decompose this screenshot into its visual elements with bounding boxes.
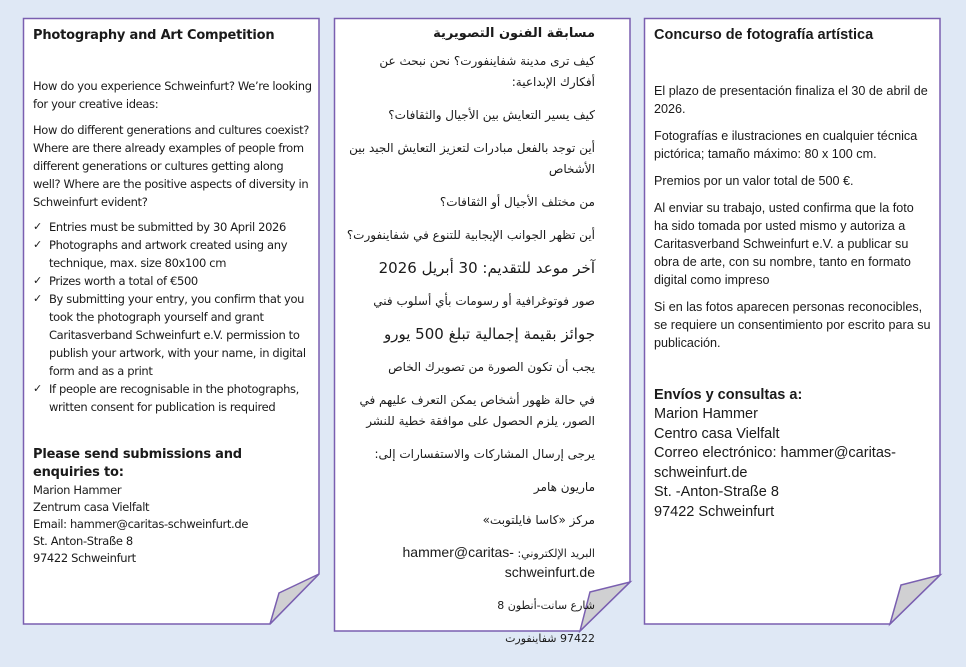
- text-line: في حالة ظهور أشخاص يمكن التعرف عليهم في الصور، يلزم الحصول على موافقة خطية للنشر: [359, 393, 595, 428]
- contact-center: Zentrum casa Vielfalt: [33, 500, 150, 514]
- contact-name: ماريون هامر: [533, 480, 595, 494]
- contact-city: 97422 Schweinfurt: [654, 503, 775, 520]
- contact-city: 97422 Schweinfurt: [33, 551, 136, 565]
- prize-text: Premios por un valor total de 500 €.: [654, 174, 854, 188]
- consent-text: Al enviar su trabajo, usted confirma que la foto ha sido tomada por usted mismo y autoriza a Caritasverband Schweinfurt e.V. a publicar su obra de arte, con su nombre, tanto en formato digital como impreso: [654, 201, 914, 287]
- contact-email: Email: hammer@caritas-schweinfurt.de: [33, 517, 249, 531]
- contact-city: 97422 شفاينفورت: [505, 632, 595, 645]
- email-address: hammer@caritas-schweinfurt.de: [402, 544, 595, 580]
- checkmark-icon: ✓: [33, 220, 42, 233]
- checkmark-icon: ✓: [33, 238, 42, 251]
- intro-text: كيف ترى مدينة شفاينفورت؟ نحن نبحث عن أفكارك الإبداعية:: [379, 54, 595, 89]
- contact-email: [346, 543, 595, 583]
- send-heading: يرجى إرسال المشاركات والاستفسارات إلى:: [374, 447, 595, 461]
- contact-center: مركز «كاسا فايلتوبت»: [482, 513, 595, 527]
- checkmark-icon: ✓: [33, 382, 42, 395]
- checkmark-icon: ✓: [33, 274, 42, 287]
- panel-title: مسابقة الفنون التصويرية: [433, 26, 595, 41]
- contact-street: St. -Anton-Straße 8: [654, 484, 779, 500]
- arabic-flyer-panel: [334, 18, 631, 645]
- contact-street: شارع سانت-أنطون 8: [497, 599, 595, 612]
- text-line: يجب أن تكون الصورة من تصويرك الخاص: [388, 360, 595, 374]
- contact-address: [654, 405, 931, 522]
- intro-text: How do you experience Schweinfurt? We’re looking for your creative ideas:: [33, 79, 312, 111]
- checkmark-icon: ✓: [33, 292, 42, 305]
- send-heading: Please send submissions and enquiries to:: [33, 447, 242, 480]
- spanish-flyer-panel: [644, 18, 941, 625]
- list-item: ✓ If people are recognisable in the photographs, written consent for publication is required: [33, 382, 299, 414]
- contact-name: Marion Hammer: [33, 483, 122, 497]
- prize-line: جوائز بقيمة إجمالية تبلغ 500 يورو: [383, 325, 595, 343]
- english-flyer-panel: [23, 18, 320, 625]
- text-line: كيف يسير التعايش بين الأجيال والثقافات؟: [388, 108, 595, 122]
- list-item: ✓ Photographs and artwork created using any technique, max. size 80x100 cm: [33, 238, 288, 270]
- contact-email: Correo electrónico: hammer@caritas-schweinfurt.de: [654, 445, 896, 481]
- send-heading: Envíos y consultas a:: [654, 387, 803, 403]
- panel-title: Photography and Art Competition: [33, 28, 275, 43]
- text-line: أين توجد بالفعل مبادرات لتعزيز التعايش الجيد بين الأشخاص: [349, 141, 595, 176]
- bullet-list: [33, 218, 312, 416]
- deadline-text: El plazo de presentación finaliza el 30 de abril de 2026.: [654, 84, 928, 116]
- questions-text: How do different generations and cultures coexist? Where are there already examples of people from different generations or cultures getting along well? Where are the positive aspects of diversity in Schweinfurt evident?: [33, 123, 310, 209]
- deadline-line: آخر موعد للتقديم: 30 أبريل 2026: [378, 259, 595, 277]
- list-item: ✓ By submitting your entry, you confirm that you took the photograph yourself and grant Caritasverband Schweinfurt e.V. permission to publish your artwork, with your name, in digital form and as a print: [33, 292, 306, 378]
- panel-title: Concurso de fotografía artística: [654, 27, 874, 43]
- recognisable-text: Si en las fotos aparecen personas reconocibles, se requiere un consentimiento por escrito para su publicación.: [654, 300, 931, 350]
- contact-name: Marion Hammer: [654, 406, 758, 422]
- size-text: Fotografías e ilustraciones en cualquier técnica pictórica; tamaño máximo: 80 x 100 cm.: [654, 129, 918, 161]
- list-item: ✓ Prizes worth a total of €500: [33, 274, 198, 288]
- text-line: صور فوتوغرافية أو رسومات بأي أسلوب فني: [373, 294, 595, 308]
- text-line: أين تظهر الجوانب الإيجابية للتنوع في شفاينفورت؟: [346, 228, 595, 242]
- contact-address: [33, 482, 312, 567]
- contact-street: St. Anton-Straße 8: [33, 534, 133, 548]
- text-line: من مختلف الأجيال أو الثقافات؟: [439, 195, 595, 209]
- list-item: ✓ Entries must be submitted by 30 April 2026: [33, 220, 286, 234]
- contact-center: Centro casa Vielfalt: [654, 425, 780, 442]
- email-label: البريد الإلكتروني:: [517, 547, 595, 560]
